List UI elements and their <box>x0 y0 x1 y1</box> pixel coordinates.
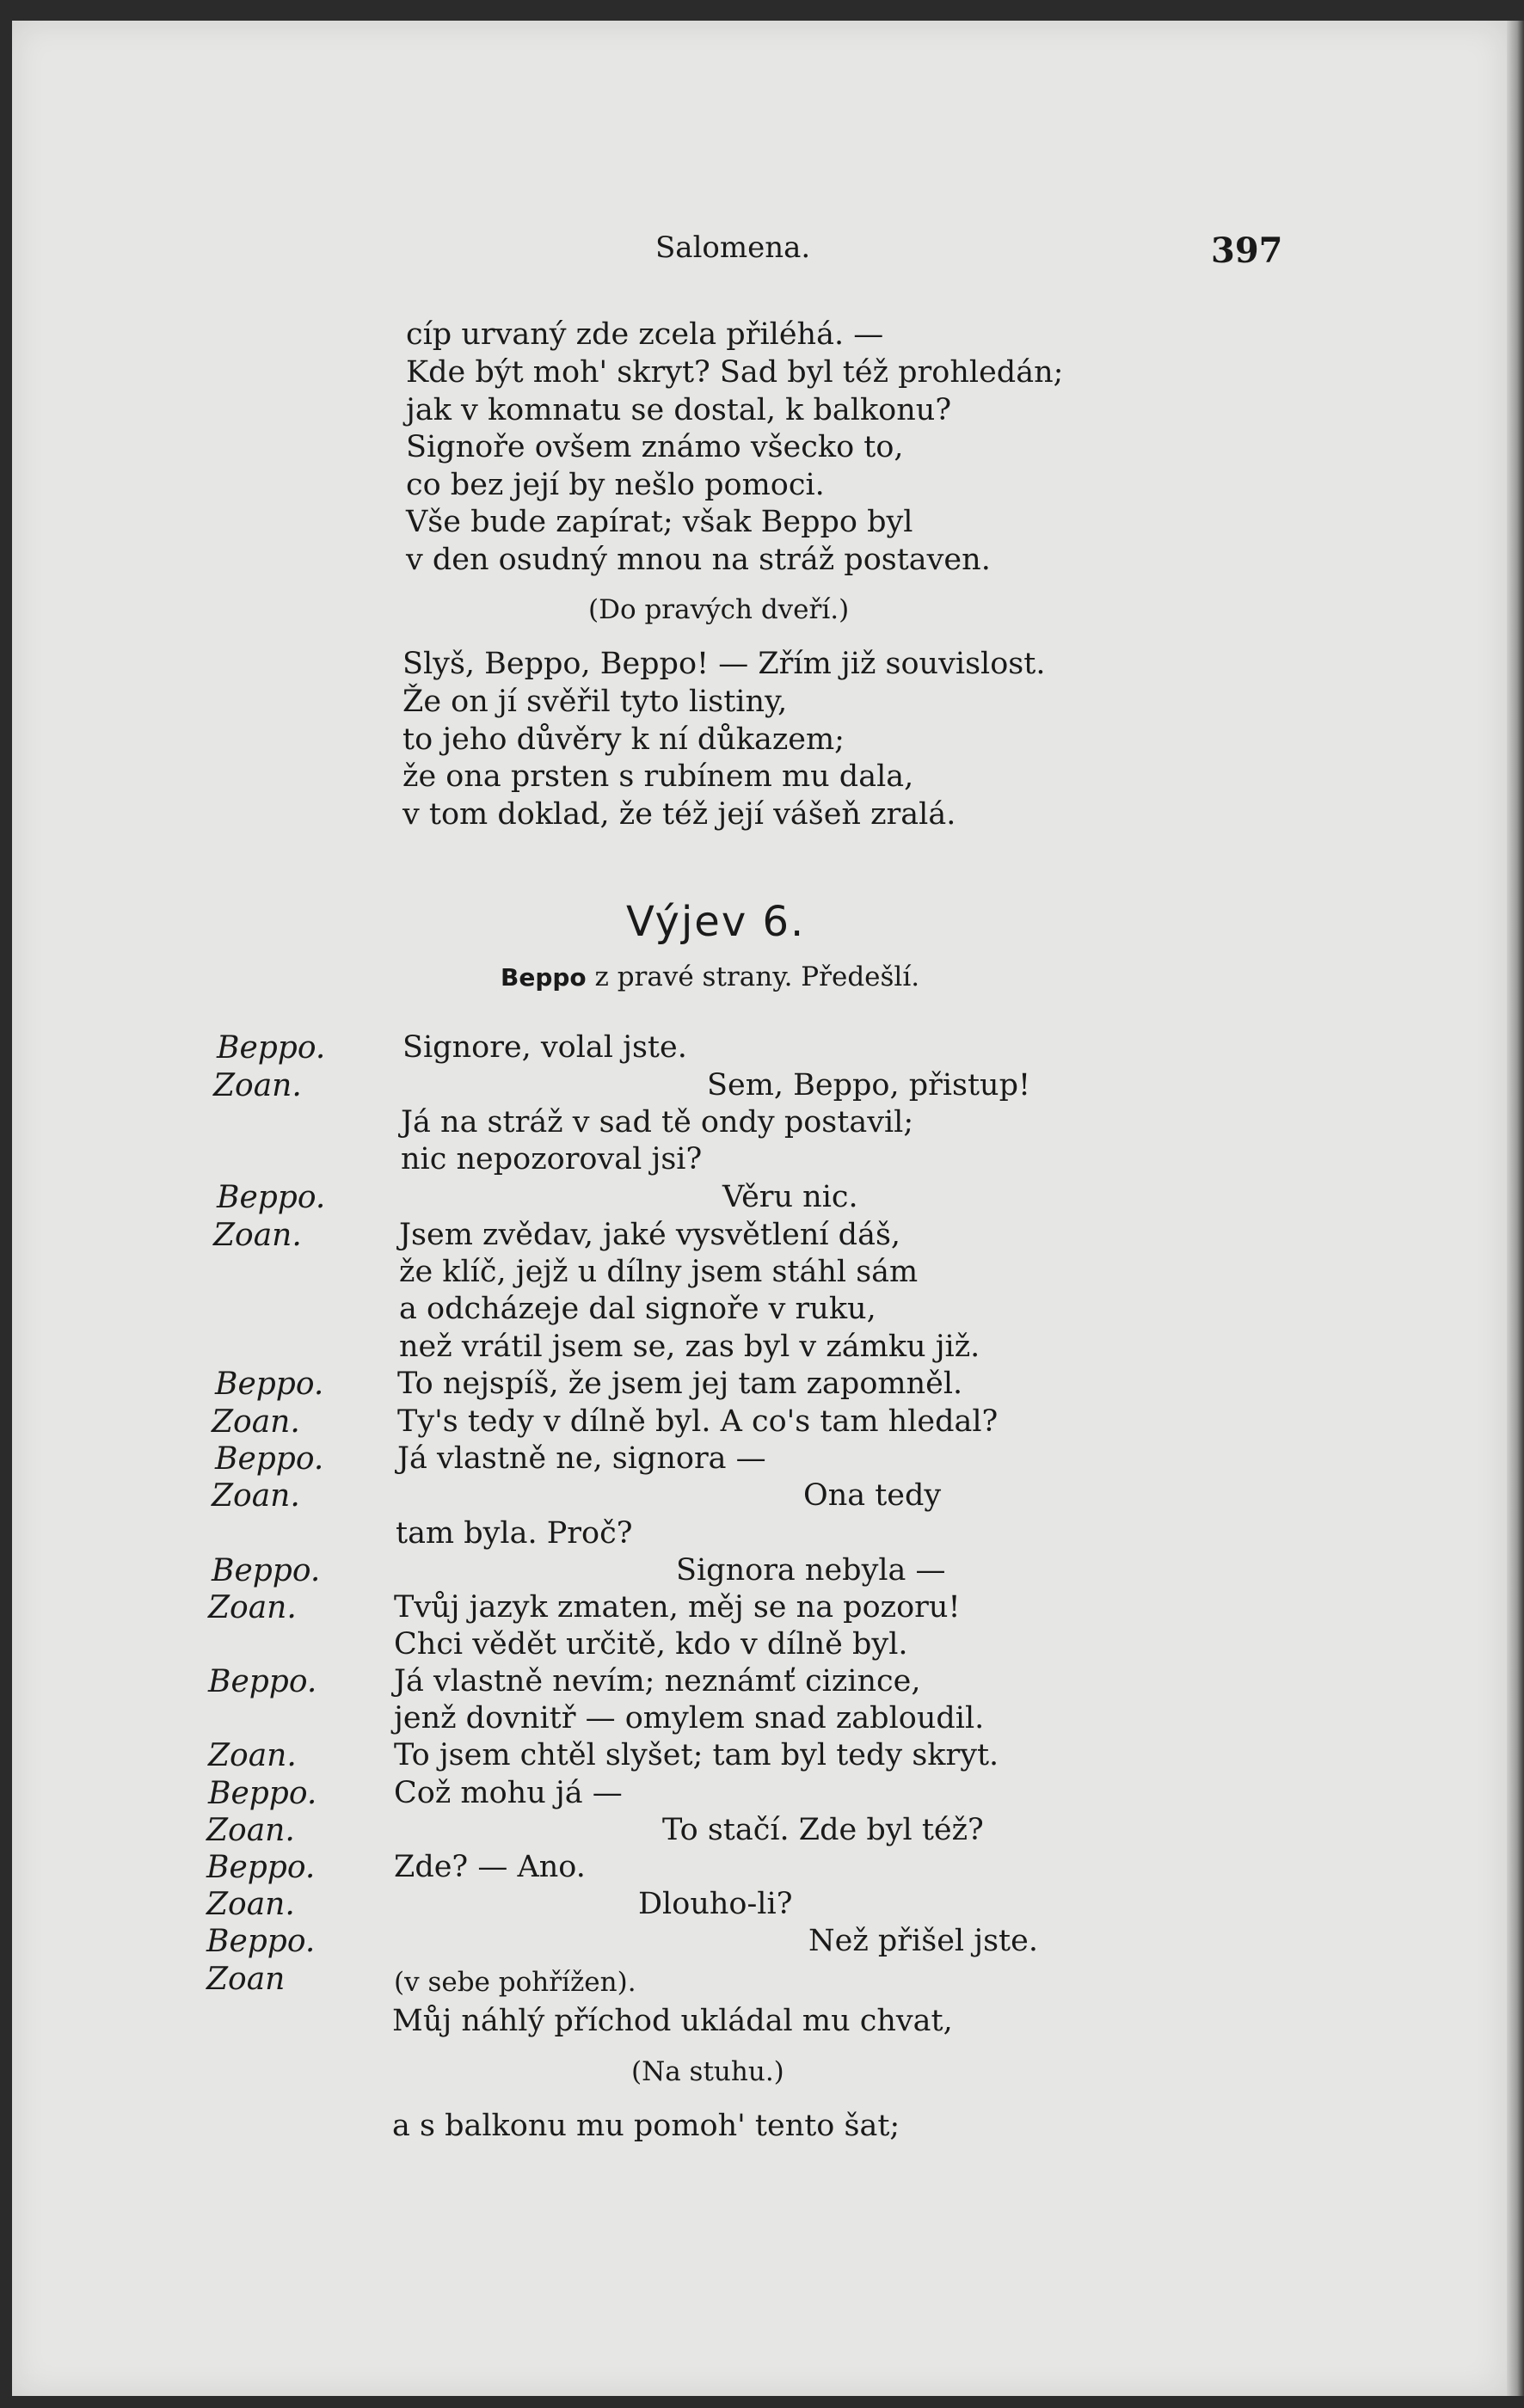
verse-line: jak v komnatu se dostal, k balkonu? <box>406 393 952 427</box>
dialogue-line: než vrátil jsem se, zas byl v zámku již. <box>399 1330 980 1364</box>
verse-line: Že on jí svěřil tyto listiny, <box>403 685 788 719</box>
scene-entry-text: z pravé strany. Předešlí. <box>594 961 920 992</box>
dialogue-line: To jsem chtěl slyšet; tam byl tedy skryt. <box>394 1738 999 1772</box>
verse-line: co bez její by nešlo pomoci. <box>406 468 825 502</box>
speaker-name: Beppo. <box>206 1924 316 1959</box>
speaker-name: Zoan. <box>212 1478 300 1514</box>
scene-entry-character: Beppo <box>501 963 587 992</box>
speaker-name: Zoan. <box>206 1813 295 1848</box>
dialogue-line: To stačí. Zde byl též? <box>662 1813 984 1847</box>
speaker-name: Beppo. <box>208 1664 317 1699</box>
dialogue-line: Můj náhlý příchod ukládal mu chvat, <box>392 2004 953 2038</box>
stage-direction: (Na stuhu.) <box>631 2056 784 2087</box>
verse-line: Vše bude zapírat; však Beppo byl <box>406 505 913 539</box>
dialogue-line: To nejspíš, že jsem jej tam zapomněl. <box>397 1367 963 1401</box>
dialogue-line: Ty's tedy v dílně byl. A co's tam hledal? <box>397 1404 999 1439</box>
stage-direction: (Do pravých dveří.) <box>588 594 850 625</box>
dialogue-line: Ona tedy <box>803 1478 942 1513</box>
speaker-name: Beppo. <box>217 1030 326 1066</box>
speaker-name: Beppo. <box>212 1553 321 1588</box>
dialogue-line: Věru nic. <box>722 1180 858 1214</box>
dialogue-line: jenž dovnitř — omylem snad zabloudil. <box>394 1701 985 1735</box>
dialogue-line: Jsem zvědav, jaké vysvětlení dáš, <box>399 1218 901 1252</box>
scene-entry <box>501 961 920 992</box>
speaker-name: Zoan. <box>208 1590 297 1625</box>
dialogue-line: Zde? — Ano. <box>394 1850 586 1884</box>
speaker-name: Zoan <box>206 1962 286 1997</box>
dialogue-line: Sem, Beppo, přistup! <box>707 1068 1031 1103</box>
dialogue-line: nic nepozoroval jsi? <box>401 1142 703 1176</box>
speaker-name: Zoan. <box>213 1218 302 1253</box>
dialogue-line: Signora nebyla — <box>676 1553 946 1588</box>
page-edge <box>1507 21 1524 2396</box>
dialogue-line: Já vlastně nevím; neznámť cizince, <box>394 1664 921 1698</box>
verse-line: Slyš, Beppo, Beppo! — Zřím již souvislost. <box>403 647 1046 681</box>
dialogue-line: Což mohu já — <box>394 1776 623 1810</box>
speaker-name: Zoan. <box>213 1068 302 1103</box>
speaker-name: Zoan. <box>208 1738 297 1773</box>
scene-title: Výjev 6. <box>626 898 806 946</box>
dialogue-line: Já na stráž v sad tě ondy postavil; <box>401 1105 914 1140</box>
verse-line: v tom doklad, že též její vášeň zralá. <box>403 797 956 832</box>
speaker-name: Zoan. <box>206 1887 295 1922</box>
verse-line: cíp urvaný zde zcela přiléhá. — <box>406 317 884 352</box>
running-header-title: Salomena. <box>655 230 811 265</box>
verse-line: Signoře ovšem známo všecko to, <box>406 430 904 464</box>
stage-direction: (v sebe pohřížen). <box>394 1967 636 1998</box>
speaker-name: Beppo. <box>208 1776 317 1811</box>
verse-line: Kde být moh' skryt? Sad byl též prohledán; <box>406 355 1064 390</box>
speaker-name: Beppo. <box>206 1850 316 1885</box>
dialogue-line: Než přišel jste. <box>808 1924 1038 1958</box>
dialogue-line: a odcházeje dal signoře v ruku, <box>399 1292 876 1326</box>
verse-line: to jeho důvěry k ní důkazem; <box>403 722 845 757</box>
dialogue-line: Tvůj jazyk zmaten, měj se na pozoru! <box>394 1590 961 1625</box>
speaker-name: Beppo. <box>215 1367 324 1402</box>
dialogue-line: tam byla. Proč? <box>396 1516 633 1551</box>
speaker-name: Beppo. <box>215 1441 324 1477</box>
dialogue-line: Signore, volal jste. <box>403 1030 687 1065</box>
dialogue-line: že klíč, jejž u dílny jsem stáhl sám <box>399 1255 919 1289</box>
verse-line: že ona prsten s rubínem mu dala, <box>403 759 914 794</box>
dialogue-line: Dlouho-li? <box>638 1887 793 1921</box>
dialogue-line: a s balkonu mu pomoh' tento šat; <box>392 2109 900 2143</box>
dialogue-line: Já vlastně ne, signora — <box>397 1441 766 1476</box>
speaker-name: Beppo. <box>217 1180 326 1215</box>
dialogue-line: Chci vědět určitě, kdo v dílně byl. <box>394 1627 908 1662</box>
speaker-name: Zoan. <box>212 1404 300 1440</box>
verse-line: v den osudný mnou na stráž postaven. <box>406 543 991 577</box>
page-number: 397 <box>1211 230 1283 271</box>
